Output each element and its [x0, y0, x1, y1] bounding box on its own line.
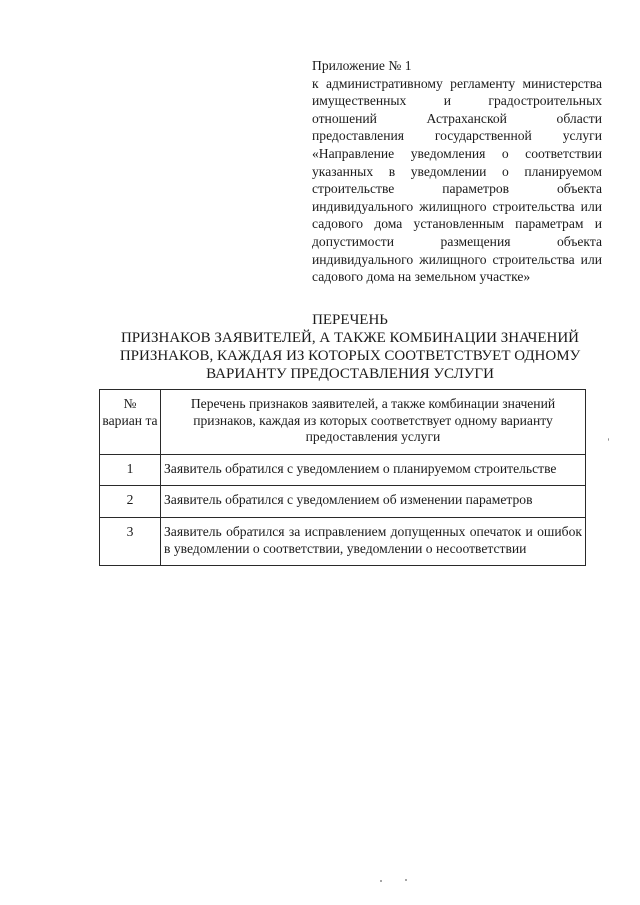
table-row: [100, 454, 586, 486]
header-description: Перечень признаков заявителей, а также комбинации значений признаков, каждая из которых соответствует одному варианту предоставления услуги: [161, 390, 586, 455]
table-header-row: [100, 390, 586, 455]
scan-speck: [608, 438, 609, 441]
annex-block: [312, 57, 602, 286]
heading-title: ПЕРЕЧЕНЬ: [312, 312, 388, 328]
variants-table: [99, 389, 586, 566]
row-number: 3: [100, 517, 161, 565]
table-row: [100, 517, 586, 565]
row-number: 1: [100, 454, 161, 486]
annex-body: к административному регламенту министерства имущественных и градостроительных отношений Астраханской области предоставления государственной услуги «Направление уведомления о соответствии указанных в уведомлении о планируемом строительстве параметров объекта индивидуального жилищного строительства или садового дома установленным параметрам и допустимости размещения объекта индивидуального жилищного строительства или садового дома на земельном участке»: [312, 75, 602, 285]
scan-speck: [380, 880, 382, 882]
row-number: 2: [100, 486, 161, 518]
row-description: Заявитель обратился за исправлением допущенных опечаток и ошибок в уведомлении о соответствии, уведомлении о несоответствии: [161, 517, 586, 565]
annex-title: Приложение № 1: [312, 58, 412, 73]
table-row: [100, 486, 586, 518]
row-description: Заявитель обратился с уведомлением о планируемом строительстве: [161, 454, 586, 486]
scan-speck: [405, 879, 407, 881]
heading-subtitle: ПРИЗНАКОВ ЗАЯВИТЕЛЕЙ, А ТАКЖЕ КОМБИНАЦИИ ЗНАЧЕНИЙ ПРИЗНАКОВ, КАЖДАЯ ИЗ КОТОРЫХ СООТВЕТСТВУЕТ ОДНОМУ ВАРИАНТУ ПРЕДОСТАВЛЕНИЯ УСЛУГИ: [119, 330, 581, 382]
header-number: № вариан та: [100, 390, 161, 455]
list-heading: [100, 311, 600, 383]
row-description: Заявитель обратился с уведомлением об изменении параметров: [161, 486, 586, 518]
